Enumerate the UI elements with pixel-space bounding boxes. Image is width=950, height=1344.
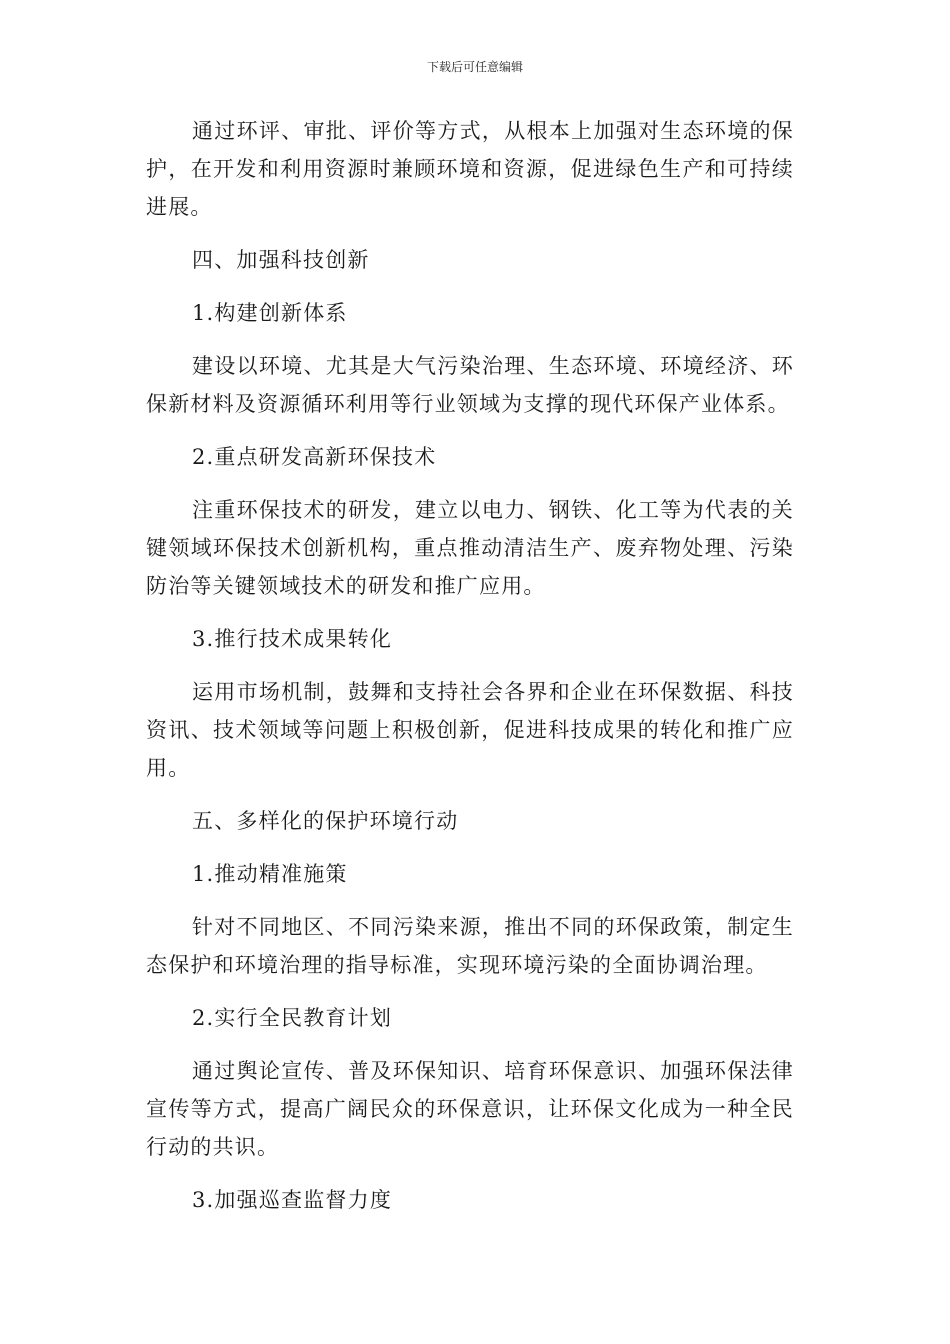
subsection-heading: 3.加强巡查监督力度 xyxy=(192,1188,393,1212)
paragraph: 建设以环境、尤其是大气污染治理、生态环境、环境经济、环保新材料及资源循环利用等行业领域为支撑的现代环保产业体系。 xyxy=(146,354,794,416)
subsection-heading: 1.构建创新体系 xyxy=(192,301,348,325)
paragraph: 通过舆论宣传、普及环保知识、培育环保意识、加强环保法律宣传等方式，提高广阔民众的环保意识，让环保文化成为一种全民行动的共识。 xyxy=(146,1059,794,1159)
subsection-heading: 2.重点研发高新环保技术 xyxy=(192,445,437,469)
subsection-heading: 2.实行全民教育计划 xyxy=(192,1006,393,1030)
document-body xyxy=(146,112,794,1234)
paragraph: 注重环保技术的研发，建立以电力、钢铁、化工等为代表的关键领域环保技术创新机构，重点推动清洁生产、废弃物处理、污染防治等关键领域技术的研发和推广应用。 xyxy=(146,498,794,598)
paragraph: 运用市场机制，鼓舞和支持社会各界和企业在环保数据、科技资讯、技术领域等问题上积极创新，促进科技成果的转化和推广应用。 xyxy=(146,680,794,780)
subsection-heading: 3.推行技术成果转化 xyxy=(192,627,393,651)
paragraph: 通过环评、审批、评价等方式，从根本上加强对生态环境的保护，在开发和利用资源时兼顾环境和资源，促进绿色生产和可持续进展。 xyxy=(146,119,794,219)
section-heading: 四、加强科技创新 xyxy=(192,248,370,272)
paragraph: 针对不同地区、不同污染来源，推出不同的环保政策，制定生态保护和环境治理的指导标准，实现环境污染的全面协调治理。 xyxy=(146,915,794,977)
section-heading: 五、多样化的保护环境行动 xyxy=(192,809,459,833)
header-note: 下载后可任意编辑 xyxy=(426,60,523,74)
subsection-heading: 1.推动精准施策 xyxy=(192,862,348,886)
